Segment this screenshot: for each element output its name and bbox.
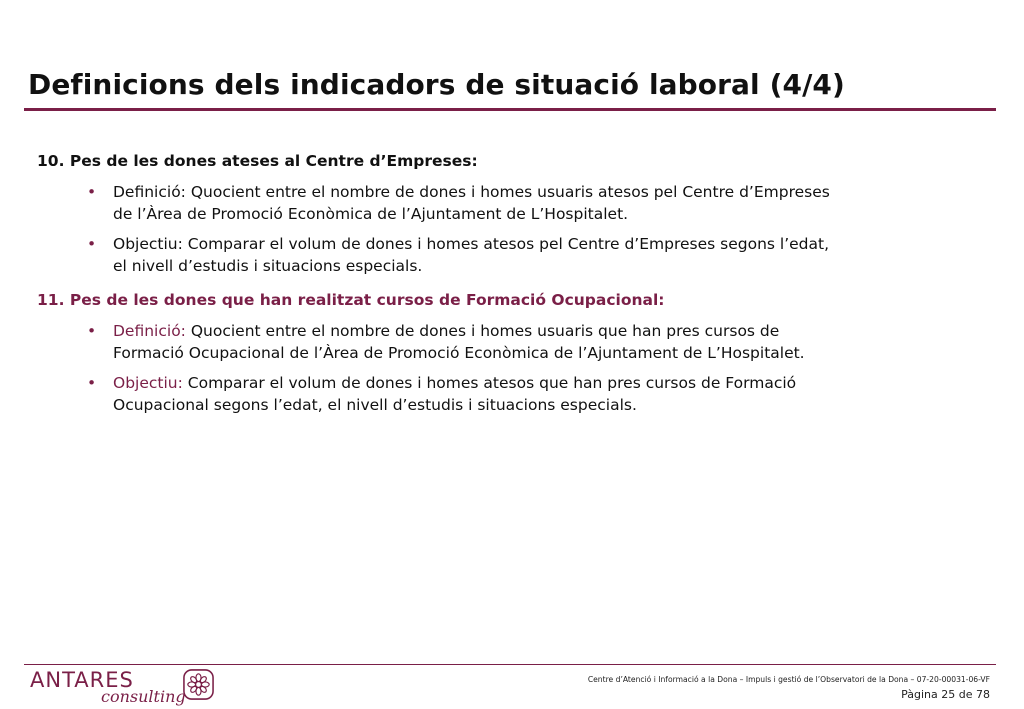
bullet-line bbox=[113, 233, 987, 255]
bullet-dot-icon: • bbox=[87, 374, 97, 392]
bullet-label: Objectiu: bbox=[113, 374, 183, 392]
antares-flower-icon bbox=[182, 668, 215, 701]
bullet-text: Comparar el volum de dones i homes atesos pel Centre d’Empreses segons l’edat, bbox=[182, 235, 830, 253]
bullet-list bbox=[87, 320, 987, 416]
footer-divider bbox=[24, 664, 996, 665]
bullet-dot-icon: • bbox=[87, 322, 97, 340]
page-title: Definicions dels indicadors de situació laboral (4/4) bbox=[28, 68, 845, 101]
bullet-objectiu bbox=[87, 372, 987, 416]
footer-caption: Centre d’Atenció i Informació a la Dona – Impuls i gestió de l’Observatori de la Dona – 07-20-00031-06-VF bbox=[587, 675, 990, 684]
section-10 bbox=[37, 150, 987, 277]
bullet-list bbox=[87, 181, 987, 277]
title-divider bbox=[24, 108, 996, 111]
bullet-line bbox=[113, 372, 987, 394]
section-heading: 10. Pes de les dones ateses al Centre d’Empreses: bbox=[37, 152, 478, 170]
bullet-text: Quocient entre el nombre de dones i homes usuaris que han pres cursos de bbox=[185, 322, 780, 340]
bullet-label: Definició: bbox=[113, 183, 186, 201]
bullet-definicio bbox=[87, 320, 987, 364]
bullet-definicio bbox=[87, 181, 987, 225]
main-content bbox=[37, 150, 987, 424]
bullet-line bbox=[113, 181, 987, 203]
bullet-label: Definició: bbox=[113, 322, 186, 340]
bullet-line: el nivell d’estudis i situacions especials. bbox=[113, 257, 423, 275]
section-heading: 11. Pes de les dones que han realitzat cursos de Formació Ocupacional: bbox=[37, 291, 665, 309]
bullet-line: Ocupacional segons l’edat, el nivell d’estudis i situacions especials. bbox=[113, 396, 637, 414]
page-number: Pàgina 25 de 78 bbox=[901, 688, 990, 701]
bullet-line: de l’Àrea de Promoció Econòmica de l’Ajuntament de L’Hospitalet. bbox=[113, 205, 629, 223]
bullet-text: Quocient entre el nombre de dones i homes usuaris atesos pel Centre d’Empreses bbox=[185, 183, 830, 201]
bullet-label: Objectiu: bbox=[113, 235, 183, 253]
antares-logo bbox=[30, 668, 220, 708]
bullet-dot-icon: • bbox=[87, 235, 97, 253]
logo-wordmark: ANTARES bbox=[30, 668, 134, 692]
bullet-line bbox=[113, 320, 987, 342]
bullet-line: Formació Ocupacional de l’Àrea de Promoció Econòmica de l’Ajuntament de L’Hospitalet. bbox=[113, 344, 805, 362]
section-11 bbox=[37, 289, 987, 416]
bullet-objectiu bbox=[87, 233, 987, 277]
logo-subtitle: consulting bbox=[101, 687, 186, 706]
bullet-dot-icon: • bbox=[87, 183, 97, 201]
bullet-text: Comparar el volum de dones i homes atesos que han pres cursos de Formació bbox=[182, 374, 797, 392]
